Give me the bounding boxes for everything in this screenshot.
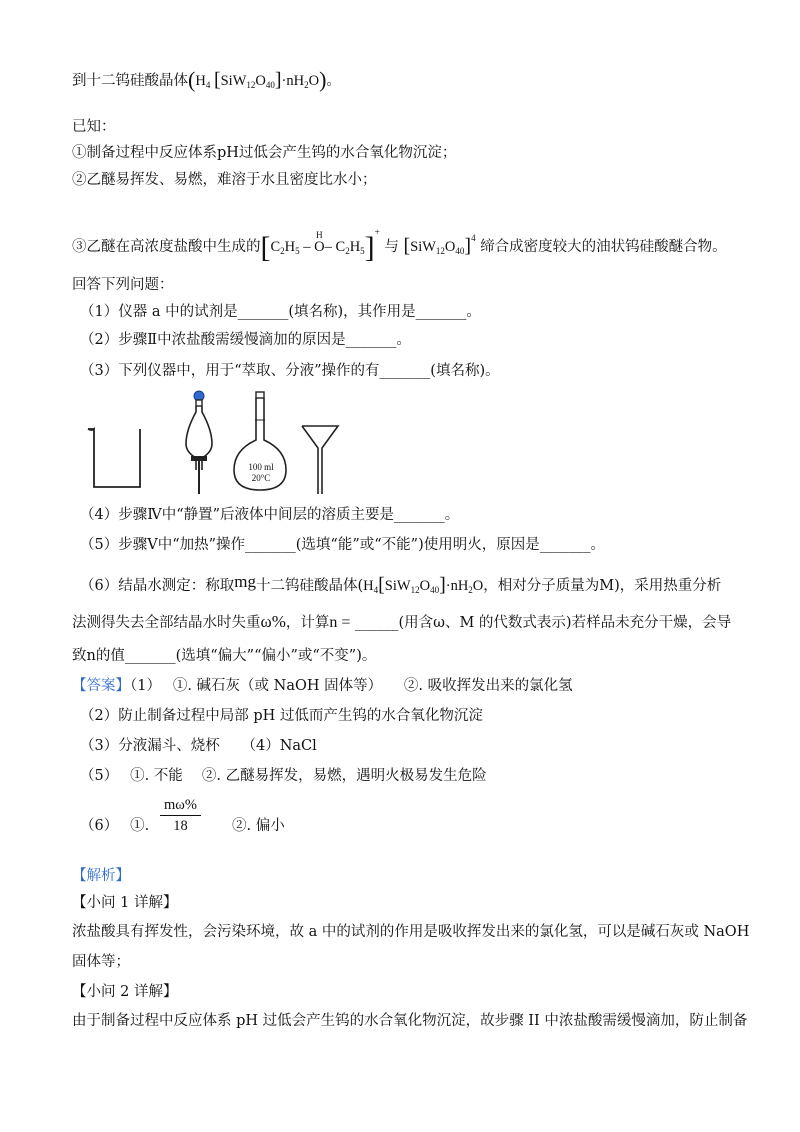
answer-line-6: （6） ①.: [80, 818, 150, 834]
beaker-drawing: [86, 425, 148, 491]
subquestion-1-heading: 【小问 1 详解】: [72, 895, 178, 911]
questions-heading: 回答下列问题：: [72, 277, 174, 293]
question-3: （3）下列仪器中，用于“萃取、分液”操作的有_______(填名称)。: [80, 363, 500, 379]
intro-text: 到十二钨硅酸晶体: [72, 73, 188, 89]
question-1: （1）仪器 a 中的试剂是_______(填名称)，其作用是_______。: [80, 304, 481, 320]
answer-line-2: （2）防止制备过程中局部 pH 过低而产生钨的水合氧化物沉淀: [80, 708, 483, 724]
question-4: （4）步骤Ⅳ中“静置”后液体中间层的溶质主要是_______。: [80, 507, 460, 523]
question-2: （2）步骤Ⅱ中浓盐酸需缓慢滴加的原因是_______。: [80, 332, 411, 348]
silicotungstate-formula: $[SiW_{12}O_{40}]^4$: [403, 233, 476, 257]
intro-formula: $H_4$ $[SiW_{12}O_{40}]\cdot nH_2O$: [195, 69, 320, 91]
answer-line-1: 【答案】（1） ①. 碱石灰（或 NaOH 固体等） ②. 吸收挥发出来的氯化氢: [72, 678, 573, 694]
answer-tag: 【答案】: [72, 678, 130, 694]
question-6-line-2: 法测得失去全部结晶水时失重ω%，计算n = ______(用含ω、M 的代数式表示)若样品未充分干燥，会导: [72, 612, 732, 631]
answer-line-3: （3）分液漏斗、烧杯 （4）NaCl: [80, 738, 317, 754]
intro-line: 到十二钨硅酸晶体($H_4$ $[SiW_{12}O_{40}]\cdot nH_2O$)。: [72, 67, 341, 92]
answer-fraction: $\frac{m\omega\%}{18}$: [160, 795, 201, 836]
known-heading: 已知：: [72, 119, 116, 135]
known-item-2: ②乙醚易挥发、易燃，难溶于水且密度比水小；: [72, 172, 377, 188]
question-5: （5）步骤Ⅴ中“加热”操作_______(选填“能”或“不能”)使用明火，原因是_______。: [80, 537, 605, 553]
answer-line-5: （5） ①. 不能 ②. 乙醚易挥发，易燃，遇明火极易发生危险: [80, 768, 487, 784]
q6-formula: $H_4[SiW_{12}O_{40}]\cdot nH_2O$: [363, 574, 484, 596]
question-6-line-1: （6）结晶水测定：称取mg十二钨硅酸晶体($H_4[SiW_{12}O_{40}]\cdot nH_2O$，相对分子质量为M)，采用热重分析: [80, 572, 722, 596]
known-item-1: ①制备过程中反应体系pH过低会产生钨的水合氧化物沉淀；: [72, 145, 457, 161]
subquestion-2-text-1: 由于制备过程中反应体系 pH 过低会产生钨的水合氧化物沉淀，故步骤 II 中浓盐酸需缓慢滴加，防止制备: [72, 1013, 748, 1029]
known-item-3: ③乙醚在高浓度盐酸中生成的[$C_2H_5$ – O H – $C_2H_5]^+$ 与 $[SiW_{12}O_{40}]^4$ 缔合成密度较大的油状钨硅酸醚合物。: [72, 227, 727, 264]
ether-ion-formula: [$C_2H_5$ – O H – $C_2H_5]^+$: [260, 227, 380, 264]
subquestion-1-text-1: 浓盐酸具有挥发性，会污染环境，故 a 中的试剂的作用是吸收挥发出来的氯化氢，可以是碱石灰或 NaOH: [72, 924, 750, 940]
subquestion-1-text-2: 固体等；: [72, 954, 130, 970]
flask-label: 100 ml 20°C: [248, 462, 274, 483]
answer-line-6-post: ②. 偏小: [232, 818, 285, 834]
separatory-funnel-drawing: [182, 390, 216, 496]
question-6-line-3: 致n的值_______(选填“偏大”“偏小”或“不变”)。: [72, 648, 377, 664]
analysis-tag: 【解析】: [72, 868, 130, 884]
subquestion-2-heading: 【小问 2 详解】: [72, 984, 178, 1000]
funnel-drawing: [300, 424, 340, 496]
